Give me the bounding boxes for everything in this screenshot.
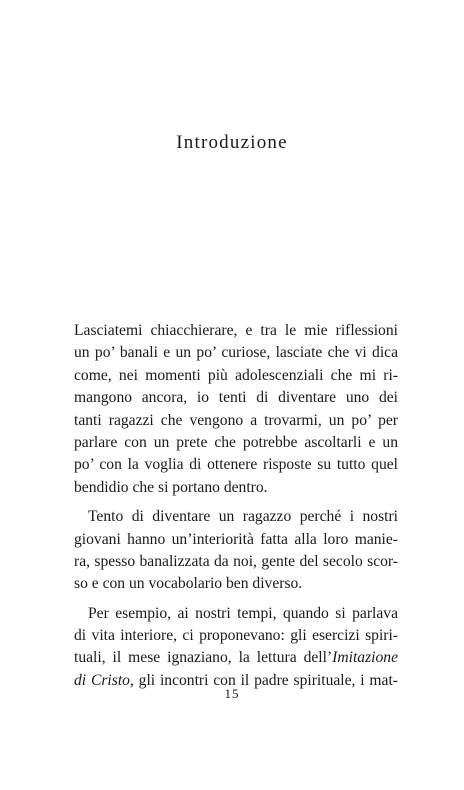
text-line: parlare con un prete che potrebbe ascoltarli e un (74, 433, 398, 451)
italic-title: Imitazione (332, 649, 398, 667)
text-line: Lasciatemi chiacchierare, e tra le mie riflessioni (74, 322, 398, 339)
text-line: un po’ banali e un po’ curiose, lasciate che vi dica (74, 344, 398, 362)
text-line (74, 647, 398, 669)
body-text (74, 320, 398, 692)
text-line: ra, spesso banalizzata da noi, gente del secolo scor- (74, 552, 398, 570)
text-line: di vita interiore, ci proponevano: gli esercizi spiri- (74, 627, 398, 645)
text-line: mangono ancora, io tenti di diventare uno dei (74, 389, 398, 407)
chapter-title: Introduzione (176, 132, 288, 153)
text-line: come, nei momenti più adolescenziali che mi ri- (74, 366, 398, 384)
text-line: tanti ragazzi che vengono a trovarmi, un po’ per (74, 411, 398, 429)
paragraph-1 (74, 320, 398, 499)
text-line: bendidio che si portano dentro. (74, 478, 268, 496)
text-line: giovani hanno un’interiorità fatta alla loro manie- (74, 530, 398, 548)
text-line: po’ con la voglia di ottenere risposte su tutto quel (74, 456, 398, 474)
italic-title: di Cristo (74, 671, 130, 689)
text-run: , gli incontri con il padre spirituale, i mat- (129, 671, 398, 689)
page-number: 15 (224, 686, 240, 701)
text-line: so e con un vocabolario ben diverso. (74, 575, 303, 593)
paragraph-2 (74, 506, 398, 596)
text-line: Tento di diventare un ragazzo perché i nostri (88, 508, 398, 526)
text-run: tuali, il mese ignaziano, la lettura dell’ (74, 649, 333, 667)
text-line: Per esempio, ai nostri tempi, quando si parlava (88, 604, 398, 622)
paragraph-3 (74, 603, 398, 693)
